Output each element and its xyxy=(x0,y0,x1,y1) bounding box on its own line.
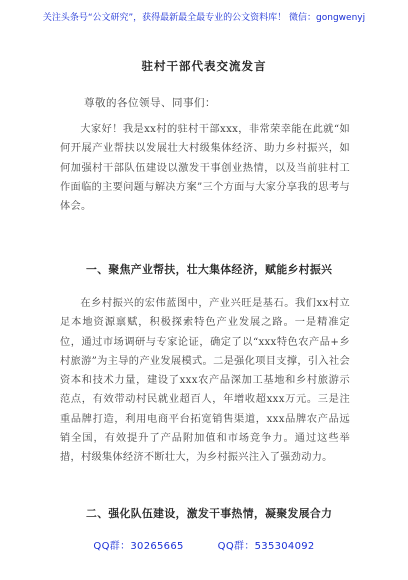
section-heading-1: 一、聚焦产业帮扶，壮大集体经济，赋能乡村振兴 xyxy=(86,263,333,276)
footer-qq-group-right: QQ群：535304092 xyxy=(217,541,315,552)
greeting: 尊敬的各位领导、同事们： xyxy=(84,97,216,109)
section-heading-2: 二、强化队伍建设，激发干事热情，凝聚发展合力 xyxy=(86,507,333,520)
document-title: 驻村干部代表交流发言 xyxy=(141,59,267,73)
paragraph-section-1: 在乡村振兴的宏伟蓝图中，产业兴旺是基石。我们xx村立足本地资源禀赋，积极探索特色产业发展之路。一是精准定位，通过市场调研与专家论证，确定了以“xxx特色农产品+乡村旅游”为主导的产业发展模式。二是强化项目支撑，引入社会资本和技术力量，建设了xxx农产品深加工基地和乡村旅游示范点，有效带动村民就业超百人，年增收超xxx万元。三是注重品牌打造，利用电商平台拓宽销售渠道，xxx品牌农产品远销全国，有效提升了产品附加值和市场竞争力。通过这些举措，村级集体经济不断壮大，为乡村振兴注入了强劲动力。 xyxy=(60,298,350,464)
header-banner: 关注头条号“公文研究”，获得最新最全最专业的公文资料库！ 微信：gongwenyj xyxy=(42,13,366,23)
paragraph-intro: 大家好！我是xx村的驻村干部xxx，非常荣幸能在此就“如何开展产业帮扶以发展壮大村级集体经济、助力乡村振兴，如何加强村干部队伍建设以激发干事创业热情，以及当前驻村工作面临的主要问题与解决方案”三个方面与大家分享我的思考与体会。 xyxy=(60,124,350,213)
footer xyxy=(0,537,408,552)
footer-qq-group-left: QQ群：30265665 xyxy=(93,541,184,552)
